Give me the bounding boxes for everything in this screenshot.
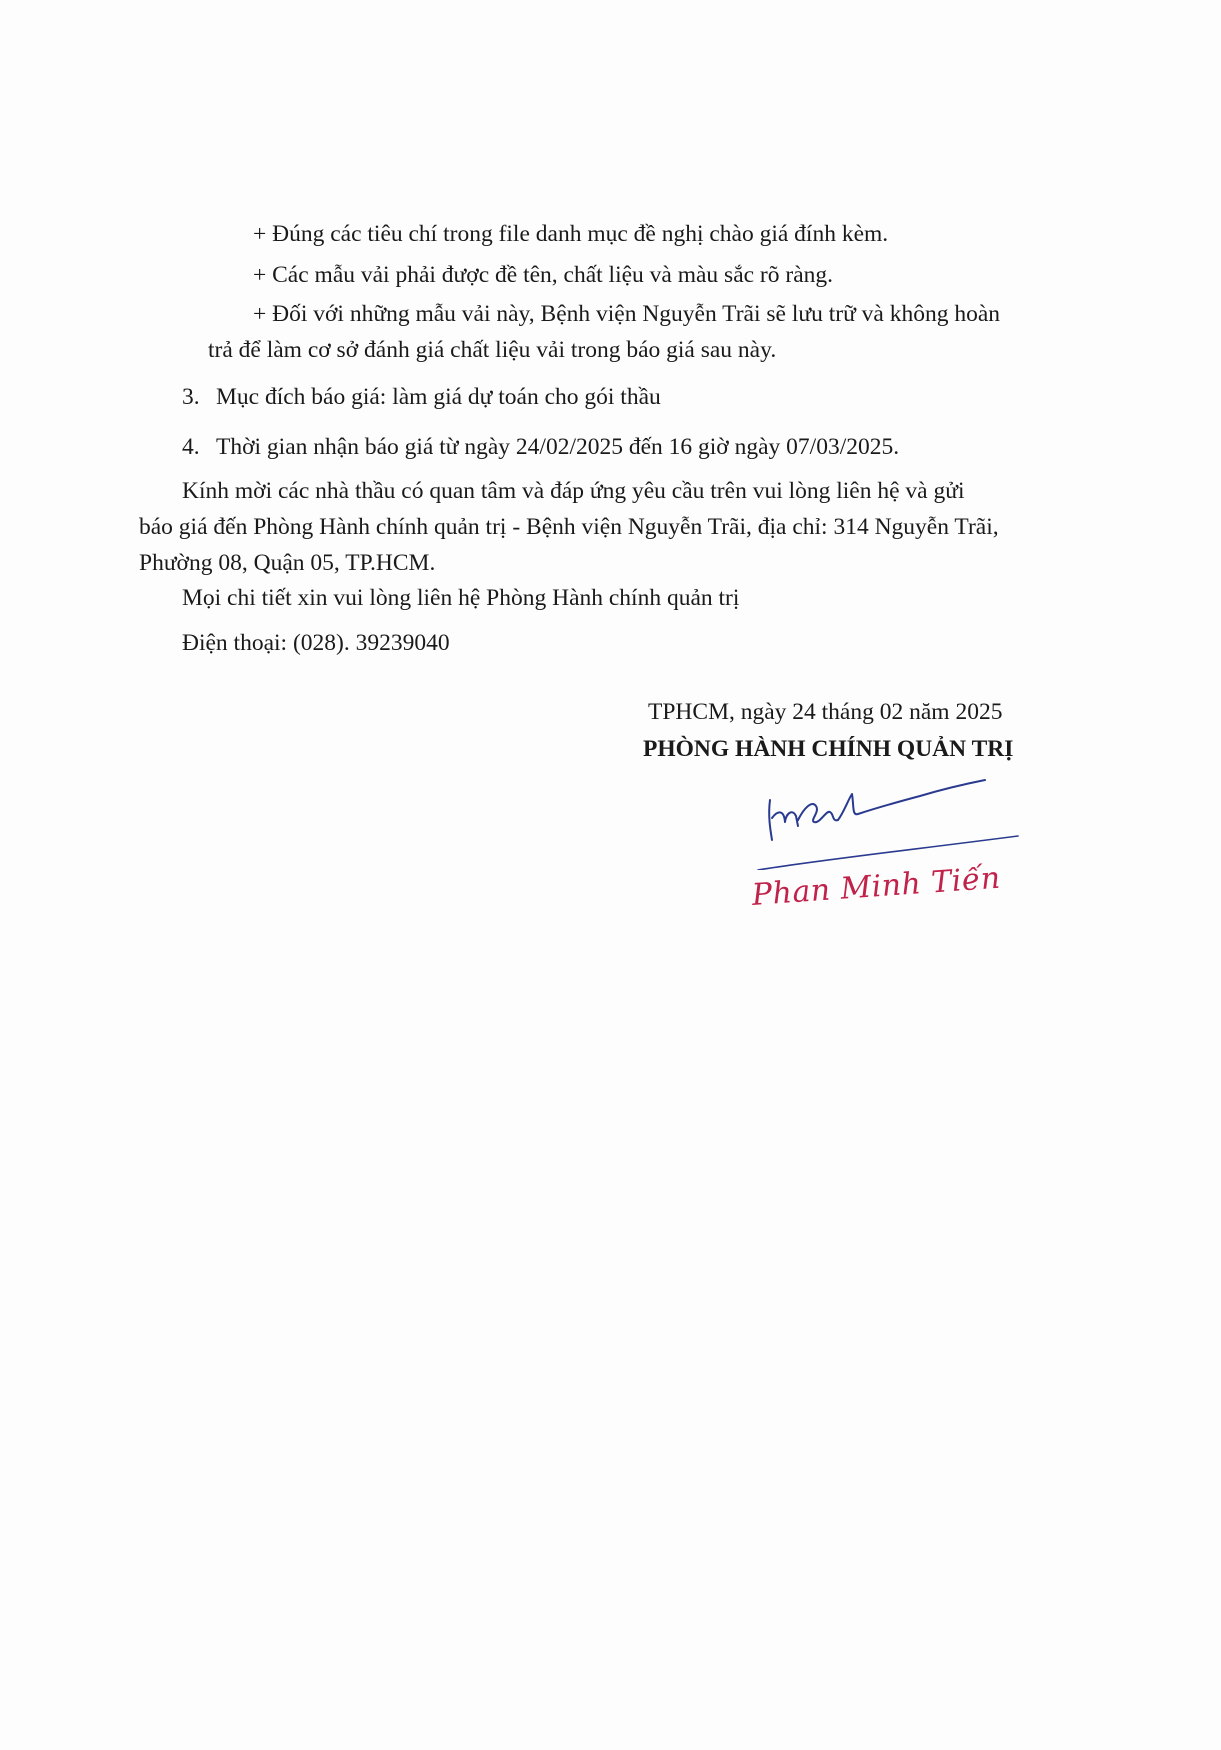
invitation-line2: báo giá đến Phòng Hành chính quản trị - Bệnh viện Nguyễn Trãi, địa chỉ: 314 Nguyễn Trãi, bbox=[139, 514, 999, 540]
requirement-fabric-retention-line2: trả để làm cơ sở đánh giá chất liệu vải trong báo giá sau này. bbox=[208, 337, 777, 363]
contact-details: Mọi chi tiết xin vui lòng liên hệ Phòng Hành chính quản trị bbox=[182, 585, 740, 611]
signature-department: PHÒNG HÀNH CHÍNH QUẢN TRỊ bbox=[643, 736, 1014, 762]
numbered-item-purpose bbox=[182, 382, 661, 412]
contact-phone: Điện thoại: (028). 39239040 bbox=[182, 630, 450, 656]
invitation-line3: Phường 08, Quận 05, TP.HCM. bbox=[139, 550, 436, 576]
item-text: Thời gian nhận báo giá từ ngày 24/02/2025 đến 16 giờ ngày 07/03/2025. bbox=[216, 434, 900, 460]
signer-name: Phan Minh Tiến bbox=[750, 860, 1002, 913]
handwritten-signature bbox=[740, 770, 1040, 870]
item-number: 4. bbox=[182, 434, 200, 460]
invitation-line1: Kính mời các nhà thầu có quan tâm và đáp ứng yêu cầu trên vui lòng liên hệ và gửi bbox=[182, 478, 965, 504]
signature-date: TPHCM, ngày 24 tháng 02 năm 2025 bbox=[648, 699, 1003, 725]
item-number: 3. bbox=[182, 384, 200, 410]
item-text: Mục đích báo giá: làm giá dự toán cho gói thầu bbox=[216, 384, 661, 410]
requirement-fabric-label: + Các mẫu vải phải được đề tên, chất liệu và màu sắc rõ ràng. bbox=[253, 262, 834, 288]
requirement-fabric-retention-line1: + Đối với những mẫu vải này, Bệnh viện Nguyễn Trãi sẽ lưu trữ và không hoàn bbox=[253, 301, 1001, 327]
requirement-criteria: + Đúng các tiêu chí trong file danh mục đề nghị chào giá đính kèm. bbox=[253, 221, 889, 247]
numbered-item-deadline bbox=[182, 432, 899, 462]
